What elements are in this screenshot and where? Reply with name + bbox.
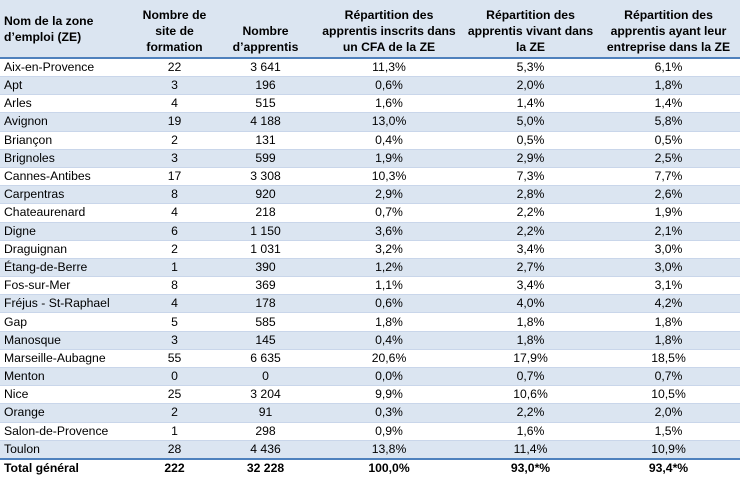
zone-name-cell: Fréjus - St-Raphael <box>0 295 132 313</box>
share-employer-cell: 0,5% <box>597 131 740 149</box>
share-living-cell: 1,8% <box>464 331 597 349</box>
apprentice-count-cell: 3 204 <box>217 386 314 404</box>
share-cfa-cell: 1,2% <box>314 258 464 276</box>
zone-name-cell: Salon-de-Provence <box>0 422 132 440</box>
share-living-cell: 1,4% <box>464 95 597 113</box>
zone-name-cell: Digne <box>0 222 132 240</box>
table-row <box>0 422 740 440</box>
share-employer-cell: 1,9% <box>597 204 740 222</box>
table-row <box>0 113 740 131</box>
site-count-cell: 17 <box>132 167 217 185</box>
share-cfa-cell: 2,9% <box>314 186 464 204</box>
zone-name-cell: Étang-de-Berre <box>0 258 132 276</box>
share-living-cell: 2,7% <box>464 258 597 276</box>
share-cfa-cell: 13,8% <box>314 440 464 459</box>
share-cfa-cell: 20,6% <box>314 349 464 367</box>
total-share-living: 93,0*% <box>464 459 597 478</box>
table-row <box>0 222 740 240</box>
site-count-cell: 5 <box>132 313 217 331</box>
share-employer-cell: 1,8% <box>597 331 740 349</box>
site-count-cell: 22 <box>132 58 217 77</box>
table-row <box>0 58 740 77</box>
site-count-cell: 2 <box>132 404 217 422</box>
apprentice-count-cell: 91 <box>217 404 314 422</box>
share-employer-cell: 2,1% <box>597 222 740 240</box>
share-living-cell: 2,8% <box>464 186 597 204</box>
table-row <box>0 440 740 459</box>
share-cfa-cell: 1,9% <box>314 149 464 167</box>
table-header <box>0 0 740 58</box>
table-row <box>0 313 740 331</box>
table-row <box>0 204 740 222</box>
table-row <box>0 295 740 313</box>
header-apprentice-count: Nombre d’apprentis <box>217 0 314 58</box>
share-living-cell: 11,4% <box>464 440 597 459</box>
share-cfa-cell: 0,4% <box>314 131 464 149</box>
share-employer-cell: 10,5% <box>597 386 740 404</box>
apprentice-count-cell: 218 <box>217 204 314 222</box>
table-row <box>0 95 740 113</box>
site-count-cell: 19 <box>132 113 217 131</box>
share-living-cell: 4,0% <box>464 295 597 313</box>
site-count-cell: 8 <box>132 186 217 204</box>
apprentice-count-cell: 6 635 <box>217 349 314 367</box>
share-employer-cell: 2,6% <box>597 186 740 204</box>
share-employer-cell: 3,0% <box>597 258 740 276</box>
apprentice-count-cell: 1 150 <box>217 222 314 240</box>
share-employer-cell: 3,1% <box>597 277 740 295</box>
apprentice-count-cell: 178 <box>217 295 314 313</box>
site-count-cell: 55 <box>132 349 217 367</box>
site-count-cell: 1 <box>132 422 217 440</box>
site-count-cell: 4 <box>132 204 217 222</box>
share-employer-cell: 1,8% <box>597 77 740 95</box>
zone-name-cell: Toulon <box>0 440 132 459</box>
zone-name-cell: Marseille-Aubagne <box>0 349 132 367</box>
table-row <box>0 186 740 204</box>
apprentice-count-cell: 369 <box>217 277 314 295</box>
share-cfa-cell: 0,3% <box>314 404 464 422</box>
zone-name-cell: Brignoles <box>0 149 132 167</box>
zone-name-cell: Manosque <box>0 331 132 349</box>
share-living-cell: 0,7% <box>464 368 597 386</box>
share-employer-cell: 1,4% <box>597 95 740 113</box>
zone-name-cell: Cannes-Antibes <box>0 167 132 185</box>
table-row <box>0 149 740 167</box>
table-footer <box>0 459 740 478</box>
share-living-cell: 10,6% <box>464 386 597 404</box>
share-living-cell: 1,6% <box>464 422 597 440</box>
site-count-cell: 3 <box>132 331 217 349</box>
site-count-cell: 4 <box>132 295 217 313</box>
share-cfa-cell: 0,7% <box>314 204 464 222</box>
site-count-cell: 3 <box>132 149 217 167</box>
zone-name-cell: Nice <box>0 386 132 404</box>
apprentice-count-cell: 515 <box>217 95 314 113</box>
site-count-cell: 2 <box>132 240 217 258</box>
share-living-cell: 2,2% <box>464 204 597 222</box>
table-row <box>0 277 740 295</box>
share-living-cell: 2,9% <box>464 149 597 167</box>
apprentice-count-cell: 4 188 <box>217 113 314 131</box>
share-cfa-cell: 0,0% <box>314 368 464 386</box>
apprentice-count-cell: 390 <box>217 258 314 276</box>
share-living-cell: 3,4% <box>464 277 597 295</box>
table-row <box>0 331 740 349</box>
apprentice-count-cell: 920 <box>217 186 314 204</box>
share-cfa-cell: 1,8% <box>314 313 464 331</box>
total-label: Total général <box>0 459 132 478</box>
site-count-cell: 2 <box>132 131 217 149</box>
share-employer-cell: 1,8% <box>597 313 740 331</box>
table-row <box>0 258 740 276</box>
zone-name-cell: Briançon <box>0 131 132 149</box>
header-zone-name: Nom de la zone d’emploi (ZE) <box>0 0 132 58</box>
share-cfa-cell: 3,6% <box>314 222 464 240</box>
total-site-count: 222 <box>132 459 217 478</box>
site-count-cell: 25 <box>132 386 217 404</box>
zone-name-cell: Menton <box>0 368 132 386</box>
zone-name-cell: Carpentras <box>0 186 132 204</box>
share-employer-cell: 1,5% <box>597 422 740 440</box>
total-apprentice-count: 32 228 <box>217 459 314 478</box>
site-count-cell: 6 <box>132 222 217 240</box>
total-share-cfa: 100,0% <box>314 459 464 478</box>
share-employer-cell: 10,9% <box>597 440 740 459</box>
share-cfa-cell: 13,0% <box>314 113 464 131</box>
zone-name-cell: Avignon <box>0 113 132 131</box>
share-cfa-cell: 0,9% <box>314 422 464 440</box>
share-employer-cell: 7,7% <box>597 167 740 185</box>
apprentice-count-cell: 3 308 <box>217 167 314 185</box>
share-employer-cell: 18,5% <box>597 349 740 367</box>
share-cfa-cell: 9,9% <box>314 386 464 404</box>
share-employer-cell: 4,2% <box>597 295 740 313</box>
total-share-employer: 93,4*% <box>597 459 740 478</box>
apprentice-count-cell: 599 <box>217 149 314 167</box>
share-cfa-cell: 1,1% <box>314 277 464 295</box>
apprentice-count-cell: 1 031 <box>217 240 314 258</box>
share-cfa-cell: 10,3% <box>314 167 464 185</box>
table-row <box>0 131 740 149</box>
share-employer-cell: 3,0% <box>597 240 740 258</box>
apprentice-count-cell: 585 <box>217 313 314 331</box>
share-cfa-cell: 11,3% <box>314 58 464 77</box>
share-cfa-cell: 3,2% <box>314 240 464 258</box>
header-share-living: Répartition des apprentis vivant dans la ZE <box>464 0 597 58</box>
share-living-cell: 1,8% <box>464 313 597 331</box>
apprentice-count-cell: 298 <box>217 422 314 440</box>
header-site-count: Nombre de site de formation <box>132 0 217 58</box>
zone-name-cell: Arles <box>0 95 132 113</box>
share-employer-cell: 6,1% <box>597 58 740 77</box>
zone-name-cell: Apt <box>0 77 132 95</box>
share-living-cell: 5,0% <box>464 113 597 131</box>
share-living-cell: 2,2% <box>464 222 597 240</box>
share-living-cell: 2,0% <box>464 77 597 95</box>
share-living-cell: 2,2% <box>464 404 597 422</box>
share-living-cell: 17,9% <box>464 349 597 367</box>
share-living-cell: 3,4% <box>464 240 597 258</box>
site-count-cell: 4 <box>132 95 217 113</box>
zone-name-cell: Orange <box>0 404 132 422</box>
site-count-cell: 28 <box>132 440 217 459</box>
share-cfa-cell: 0,6% <box>314 77 464 95</box>
table-row <box>0 368 740 386</box>
zone-name-cell: Chateaurenard <box>0 204 132 222</box>
share-employer-cell: 0,7% <box>597 368 740 386</box>
zone-name-cell: Fos-sur-Mer <box>0 277 132 295</box>
share-living-cell: 0,5% <box>464 131 597 149</box>
zone-name-cell: Aix-en-Provence <box>0 58 132 77</box>
apprentice-count-cell: 196 <box>217 77 314 95</box>
share-employer-cell: 2,0% <box>597 404 740 422</box>
table-row <box>0 349 740 367</box>
site-count-cell: 1 <box>132 258 217 276</box>
share-living-cell: 5,3% <box>464 58 597 77</box>
header-share-cfa: Répartition des apprentis inscrits dans un CFA de la ZE <box>314 0 464 58</box>
site-count-cell: 8 <box>132 277 217 295</box>
site-count-cell: 0 <box>132 368 217 386</box>
table-row <box>0 386 740 404</box>
apprentice-count-cell: 145 <box>217 331 314 349</box>
header-row <box>0 0 740 58</box>
table-row <box>0 240 740 258</box>
table-row <box>0 404 740 422</box>
share-living-cell: 7,3% <box>464 167 597 185</box>
apprentice-count-cell: 3 641 <box>217 58 314 77</box>
header-share-employer: Répartition des apprentis ayant leur entreprise dans la ZE <box>597 0 740 58</box>
table-body <box>0 58 740 459</box>
share-employer-cell: 2,5% <box>597 149 740 167</box>
zone-name-cell: Draguignan <box>0 240 132 258</box>
site-count-cell: 3 <box>132 77 217 95</box>
apprentice-count-cell: 131 <box>217 131 314 149</box>
share-cfa-cell: 0,4% <box>314 331 464 349</box>
apprentice-count-cell: 0 <box>217 368 314 386</box>
share-employer-cell: 5,8% <box>597 113 740 131</box>
zone-name-cell: Gap <box>0 313 132 331</box>
apprentice-count-cell: 4 436 <box>217 440 314 459</box>
total-row <box>0 459 740 478</box>
table-row <box>0 167 740 185</box>
share-cfa-cell: 1,6% <box>314 95 464 113</box>
share-cfa-cell: 0,6% <box>314 295 464 313</box>
table-row <box>0 77 740 95</box>
